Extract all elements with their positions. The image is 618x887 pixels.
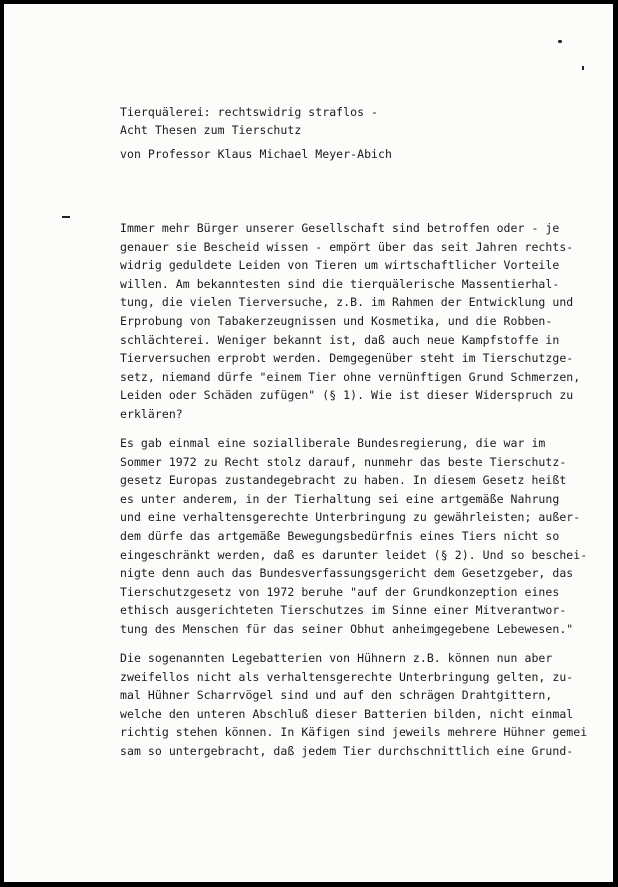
text-line: welche den unteren Abschluß dieser Batterien bilden, nicht einmal [120,706,574,721]
text-line: genauer sie Bescheid wissen - empört über das seit Jahren rechts- [120,239,574,254]
text-line: und eine verhaltensgerechte Unterbringung zu gewährleisten; außer- [120,510,581,525]
text-line: sam so untergebracht, daß jedem Tier durchschnittlich eine Grund- [120,743,574,758]
margin-mark [62,216,70,218]
text-line: erklären? [120,406,183,421]
text-line: Die sogenannten Legebatterien von Hühnern z.B. können nun aber [120,651,553,665]
text-line: Tierschutzgesetz von 1972 beruhe "auf der Grundkonzeption eines [120,584,560,599]
text-line: tung, die vielen Tierversuche, z.B. im Rahmen der Entwicklung und [120,295,574,310]
text-line: es unter anderem, in der Tierhaltung sei eine artgemäße Nahrung [120,491,560,506]
text-line: widrig geduldete Leiden von Tieren um wirtschaftlicher Vorteile [120,258,560,273]
text-line: richtig stehen können. In Käfigen sind jeweils mehrere Hühner gemei [120,725,588,740]
text-line: gesetz Europas zustandegebracht zu haben. In diesem Gesetz heißt [120,473,567,488]
text-line: setz, niemand dürfe "einem Tier ohne vernünftigen Grund Schmerzen, [120,369,581,384]
text-line: mal Hühner Scharrvögel sind und auf den schrägen Drahtgittern, [120,688,553,703]
text-line: Es gab einmal eine sozialliberale Bundesregierung, die war im [120,436,546,450]
document-title [120,103,378,139]
text-line: Immer mehr Bürger unserer Gesellschaft sind betroffen oder - je [120,221,560,235]
text-line: zweifellos nicht als verhaltensgerechte Unterbringung gelten, zu- [120,669,574,684]
text-line: schlächterei. Weniger bekannt ist, daß auch neue Kampfstoffe in [120,332,560,347]
paragraph [120,649,587,761]
title-line: Acht Thesen zum Tierschutz [120,123,302,137]
paragraph [120,434,587,639]
text-line: ethisch ausgerichteten Tierschutzes im Sinne einer Mitverantwor- [120,603,567,618]
paragraph [120,219,580,424]
scan-speck [582,66,584,70]
document-page [4,4,613,882]
text-line: willen. Am bekanntesten sind die tierquälerische Massentierhal- [120,276,560,291]
text-line: Sommer 1972 zu Recht stolz darauf, nunmehr das beste Tierschutz- [120,454,567,469]
text-line: tung des Menschen für das seiner Obhut anheimgegebene Lebewesen." [120,621,574,636]
text-line: Tierversuchen erprobt werden. Demgegenüber steht im Tierschutzge- [120,351,574,366]
text-line: Leiden oder Schäden zufügen" (§ 1). Wie ist dieser Widerspruch zu [120,388,574,403]
text-line: nigte denn auch das Bundesverfassungsgericht dem Gesetzgeber, das [120,566,574,581]
text-line: Erprobung von Tabakerzeugnissen und Kosmetika, und die Robben- [120,313,553,328]
title-line: Tierquälerei: rechtswidrig straflos - [120,105,379,119]
text-line: eingeschränkt werden, daß es darunter leidet (§ 2). Und so beschei- [120,547,588,562]
scan-speck [558,40,562,43]
author-line: von Professor Klaus Michael Meyer-Abich [120,147,392,161]
text-line: dem dürfe das artgemäße Bewegungsbedürfnis eines Tiers nicht so [120,528,560,543]
